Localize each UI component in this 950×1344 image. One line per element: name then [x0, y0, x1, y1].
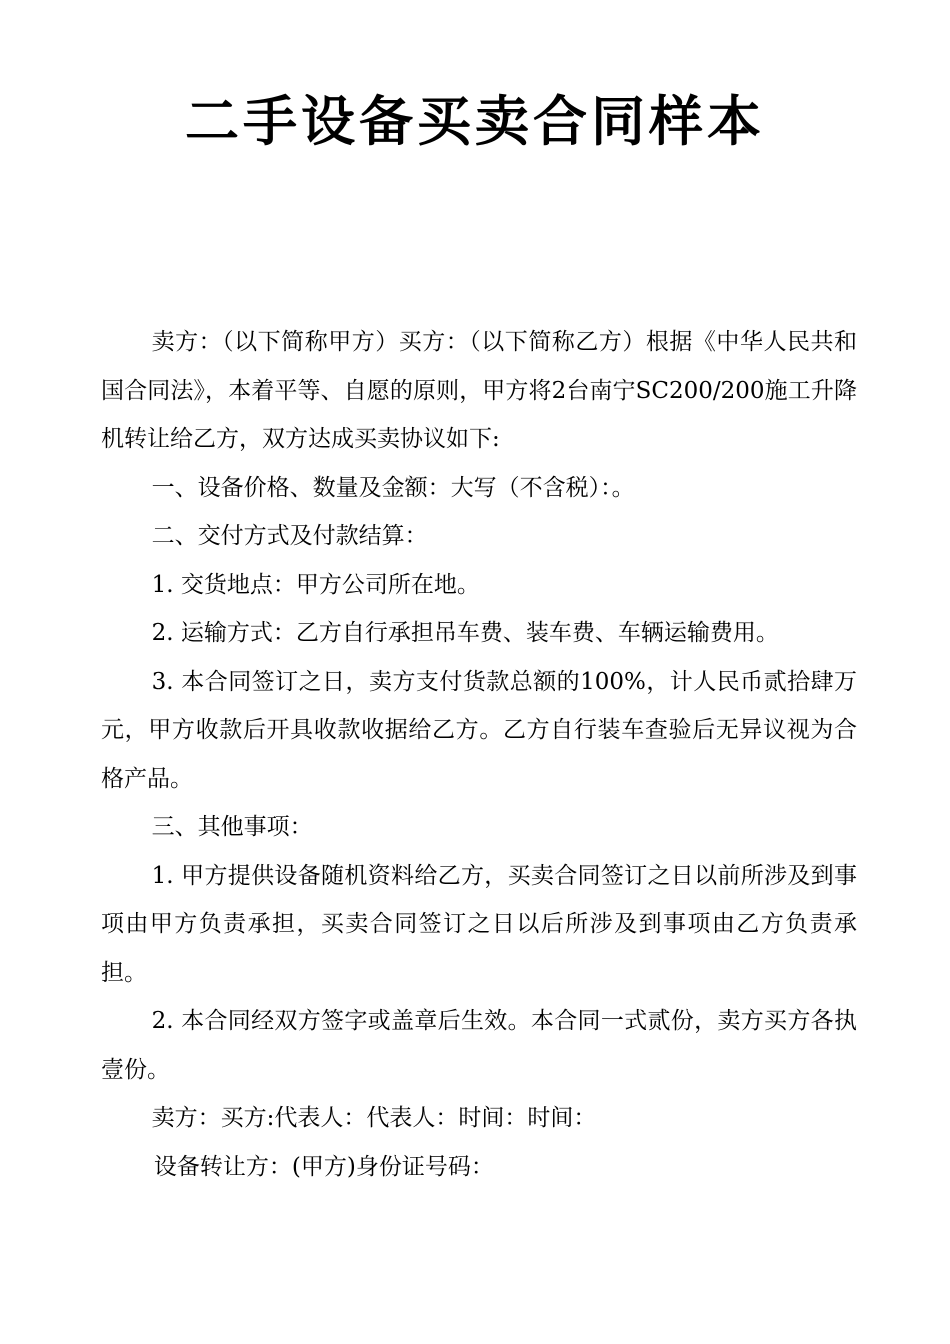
clause-3-heading: 三、其他事项： [151, 814, 313, 840]
clause-2-item-2: 2. 运输方式：乙方自行承担吊车费、装车费、车辆运输费用。 [151, 620, 779, 646]
preamble-paragraph: 卖方：（以下简称甲方）买方：（以下简称乙方）根据《中华人民共和国合同法》，本着平等、自愿的原则，甲方将2台南宁SC200/200施工升降机转让给乙方，双方达成买卖协议如下: [101, 329, 857, 452]
signature-line: 卖方：买方:代表人：代表人：时间：时间： [151, 1105, 597, 1131]
clause-3-item-2: 2. 本合同经双方签字或盖章后生效。本合同一式贰份，卖方买方各执壹份。 [101, 1008, 857, 1083]
document-body [101, 318, 857, 1191]
transferor-id-line: 设备转让方：(甲方)身份证号码： [153, 1153, 494, 1180]
clause-3-item-1: 1. 甲方提供设备随机资料给乙方，买卖合同签订之日以前所涉及到事项由甲方负责承担，买卖合同签订之日以后所涉及到事项由乙方负责承担。 [101, 862, 857, 986]
document-title: 二手设备买卖合同样本 [185, 90, 765, 153]
clause-2-item-1: 1. 交货地点：甲方公司所在地。 [151, 571, 480, 598]
clause-2-heading: 二、交付方式及付款结算： [151, 523, 428, 549]
clause-1-price: 一、设备价格、数量及金额：大写（不含税）：。 [151, 474, 635, 501]
clause-2-item-3: 3. 本合同签订之日，卖方支付货款总额的100%，计人民币贰拾肆万元，甲方收款后开具收款收据给乙方。乙方自行装车查验后无异议视为合格产品。 [101, 668, 857, 792]
